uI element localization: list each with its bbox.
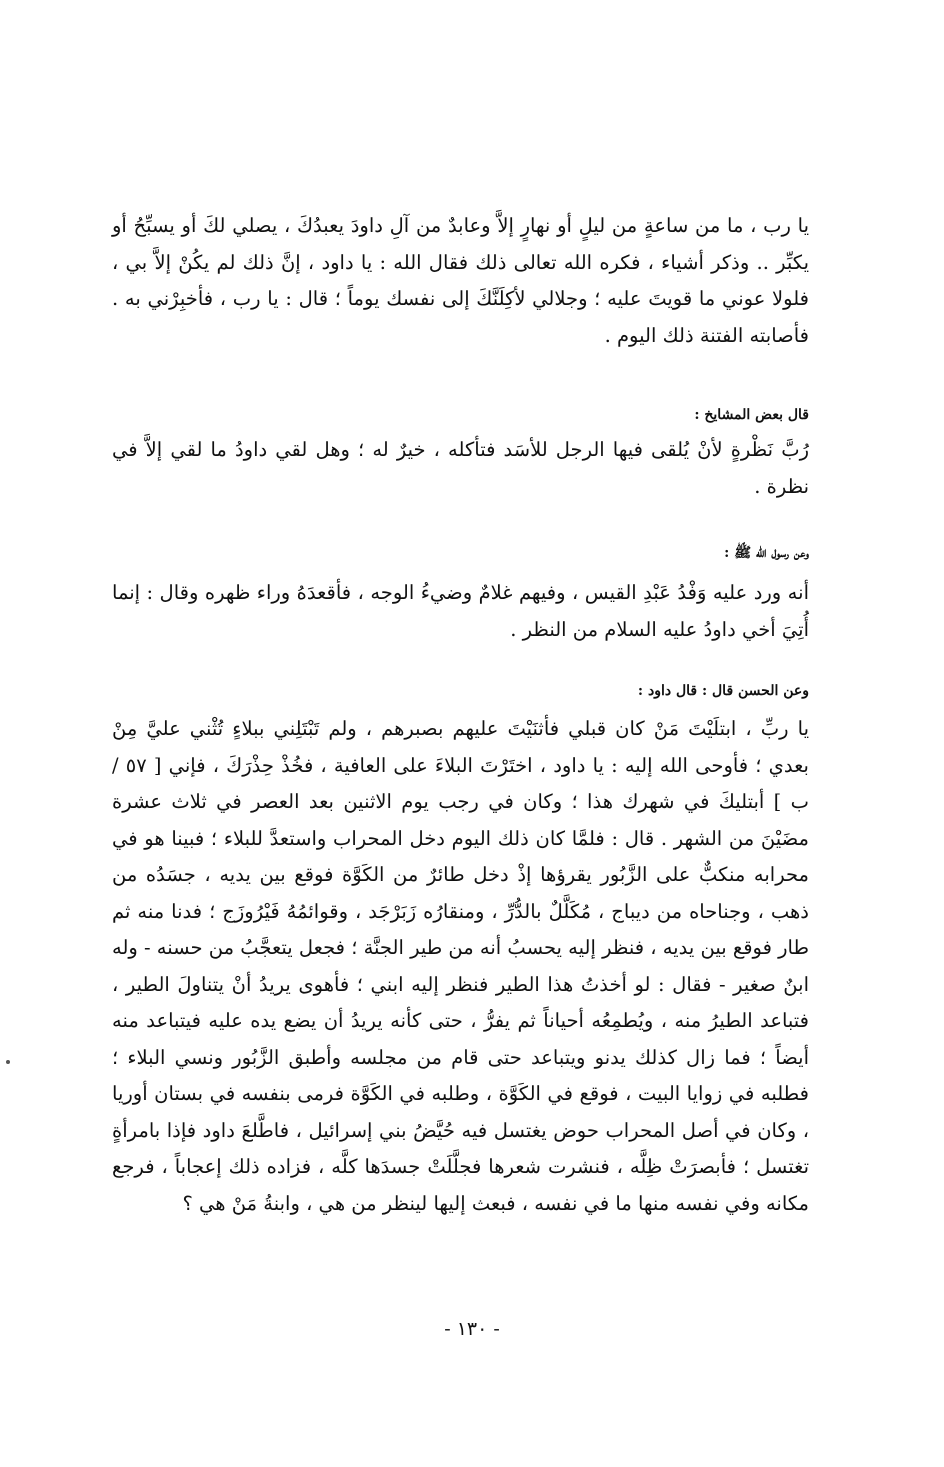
scan-speck	[6, 1060, 10, 1064]
paragraph-dawud-trial-story: يا ربِّ ، ابتلَيْتَ مَنْ كان قبلي فأثنَيْتَ عليهم بصبرهم ، ولم تَبْتَلِني ببلاءٍ تُثْني عليَّ مِنْ بعدي ؛ فأوحى الله إليه : يا داود ، اختَرْتَ البلاءَ على العافية ، فخُذْ حِذْرَكَ ، فإني [ ٥٧ / ب ] أبتليكَ في شهرك هذا ؛ وكان في رجب يوم الاثنين بعد العصر في ثلاث عشرة مضَيْنَ من الشهر . قال : فلمَّا كان ذلك اليوم دخل المحراب واستعدَّ للبلاء ؛ فبينا هو في محرابه منكبٌّ على الزَّبُور يقرؤها إذْ دخل طائرٌ من الكَوَّة فوقع بين يديه ، جسَدُه من ذهب ، وجناحاه من ديباج ، مُكَلَّلٌ بالدُّرِّ ، ومنقارُه زَبَرْجَد ، وقوائمُهُ فَيْرُوزَج ؛ فدنا منه ثم طار فوقع بين يديه ، فنظر إليه يحسبُ أنه من طير الجنَّة ؛ فجعل يتعجَّبُ من حسنه - وله ابنٌ صغير - فقال : لو أخذتُ هذا الطير فنظر إليه ابني ؛ فأهوى يريدُ أنْ يتناولَ الطير ، فتباعد الطيرُ منه ، ويُطمِعُه أحياناً ثم يفرُّ ، حتى كأنه يريدُ أن يضع يده عليه فيتباعد منه أيضاً ؛ فما زال كذلك يدنو ويتباعد حتى قام من مجلسه وأطبق الزَّبُور ونسي البلاء ؛ فطلبه في زوايا البيت ، فوقع في الكَوَّة ، وطلبه في الكَوَّة فرمى بنفسه في بستان أوريا ، وكان في أصل المحراب حوض يغتسل فيه حُيَّضُ بني إسرائيل ، فاطَّلعَ داود فإذا بامرأةٍ تغتسل ؛ فأبصرَتْ ظِلَّه ، فنشرت شعرها فجلَّلَتْ جسدَها كلَّه ، فزاده ذلك إعجاباً ، فرجع مكانه وفي نفسه منها ما في نفسه ، فبعث إليها لينظر من هي ، وابنةُ مَنْ هي ؟	[111, 717, 810, 1215]
paragraph-abd-al-qays: أنه ورد عليه وَفْدُ عَبْدِ القيس ، وفيهم غلامٌ وضيءُ الوجه ، فأقعدَهُ وراء ظهره وقال : إنما أُتِيَ أخي داودُ عليه السلام من النظر .	[112, 581, 809, 641]
heading-messenger: وعن رسول الله ﷺ :	[724, 545, 809, 561]
paragraph-dawud-prayer: يا رب ، ما من ساعةٍ من ليلٍ أو نهارٍ إلاَّ وعابدٌ من آلِ داودَ يعبدُكَ ، يصلي لكَ أو يسبِّحُ أو يكبِّر .. وذكر أشياء ، فكره الله تعالى ذلك فقال الله : يا داود ، إنَّ ذلك لم يكُنْ إلاَّ بي ، فلولا عوني ما قويتَ عليه ؛ وجلالي لأكِلَنَّكَ إلى نفسك يوماً ؛ قال : يا رب ، فأخبِرْني به . فأصابته الفتنة ذلك اليوم .	[112, 214, 809, 347]
page-number: - ١٣٠ -	[444, 1318, 500, 1340]
paragraph-glance: رُبَّ نَظْرةٍ لأنْ يُلقى فيها الرجل للأسَد فتأكله ، خيرٌ له ؛ وهل لقي داودُ ما لقي إلاَّ في نظرة .	[112, 438, 809, 498]
heading-some-shaykhs: قال بعض المشايخ :	[694, 407, 809, 423]
heading-al-hasan: وعن الحسن قال : قال داود :	[637, 683, 809, 699]
